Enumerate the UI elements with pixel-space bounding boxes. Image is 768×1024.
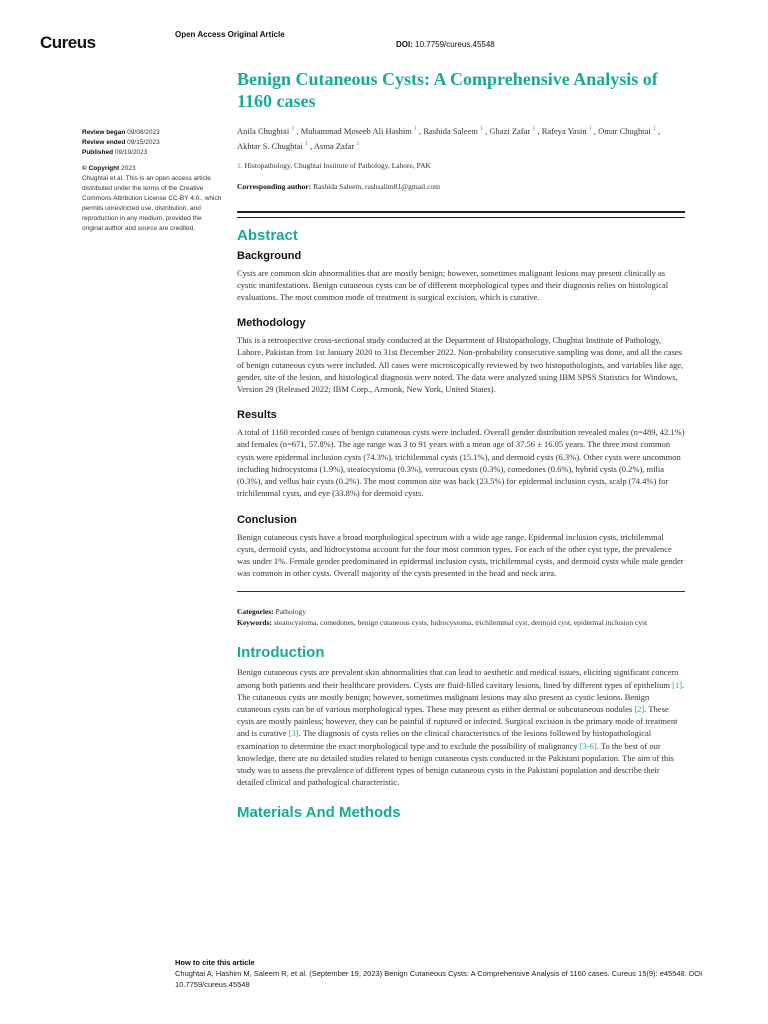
author-affiliation-ref[interactable]: 1 xyxy=(588,126,592,132)
intro-text-part: . These cysts are mostly painless; however, they can be painful if ruptured or infected. Surgical excision is the primary mode of treatment and is curative xyxy=(237,703,678,739)
copyright-label: © Copyright xyxy=(82,165,120,172)
corresponding-author xyxy=(237,182,685,191)
conclusion-heading: Conclusion xyxy=(237,513,297,526)
article-main xyxy=(237,68,685,821)
published-date: 09/19/2023 xyxy=(114,149,148,156)
conclusion-text: Benign cutaneous cysts have a broad morphological spectrum with a wide age range. Epidermal inclusion cysts, trichilemmal cysts, dermoid cysts, and hidrocystoma account for the four most common types. For each of the other cyst type, the prevalence was under 1%. Female gender predominated in epidermal inclusion cysts, trichilemmal cysts, and dermoid cysts while male gender was common in other cysts. Overall majority of the cysts presented in the head and neck area. xyxy=(237,531,684,579)
review-began xyxy=(82,128,222,138)
background-text: Cysts are common skin abnormalities that are mostly benign; however, sometimes malignant lesions may present clinically as cystic manifestations. Benign cutaneous cysts can be of different morphological types and their diagnosis relies on histological evaluations. The most common mode of treatment is surgical excision, which is curative. xyxy=(237,267,669,303)
methodology-heading: Methodology xyxy=(237,317,306,330)
categories-value[interactable]: Pathology xyxy=(275,607,306,617)
abstract-heading: Abstract xyxy=(237,226,298,244)
introduction-text xyxy=(237,666,685,788)
keywords xyxy=(237,617,685,628)
publication-sidebar xyxy=(82,128,222,234)
review-ended-label: Review ended xyxy=(82,139,126,146)
article-type-label: Open Access Original Article xyxy=(175,30,285,39)
methods-heading: Materials And Methods xyxy=(237,804,401,822)
author-list: Anila Chughtai $^1$ , Muhammad Moseeb Ali Hashim $^1$ , Rashida Saleem $^1$ , Ghazi Zafar $^1$ , Rafeya Yasin $^1$ , Omar Chughtai $^1$ , Akhtar S. Chughtai $^1$ , Asma Zafar $^1$ xyxy=(237,125,661,151)
license-text: Chughtai et al. This is an open access article distributed under the terms of the Creative Commons Attribution License CC-BY 4.0., which permits unrestricted use, distribution, and reproduction in any medium, provided the original author and source are credited. xyxy=(82,175,222,232)
author-affiliation-ref[interactable]: 1 xyxy=(652,126,656,132)
background-heading: Background xyxy=(237,249,302,262)
affiliation xyxy=(237,161,685,170)
author-name[interactable]: Muhammad Moseeb Ali Hashim xyxy=(300,125,412,136)
author-affiliation-ref[interactable]: 1 xyxy=(480,126,484,132)
copyright-year: 2023 xyxy=(121,165,136,172)
affiliation-text: Histopathology, Chughtai Institute of Pathology, Lahore, PAK xyxy=(244,160,431,170)
citation-footer xyxy=(175,957,735,990)
author-affiliation-ref[interactable]: 1 xyxy=(305,140,308,147)
author-name[interactable]: Rashida Saleem xyxy=(423,125,478,136)
results-text: A total of 1160 recorded cases of benign cutaneous cysts were included. Overall gender distribution revealed males (n=489, 42.1%) and females (n=671, 57.8%). The age range was 3 to 91 years with a mean age of 37.56 ± 16.05 years. The three most common cysts were epidermal inclusion cysts (74.3%), trichilemmal cysts (15.1%), and dermoid cysts (6.3%). Other cysts were uncommon including hidrocystoma (1.9%), steatocystoma (0.3%), verrucous cysts (0.3%), comedones (0.6%), hybrid cysts (0.2%), milia (0.3%), and vellus hair cysts (0.2%). The most common site was back (23.5%) for epidermal inclusion cysts, scalp (74.4%) for trichilemmal cysts, and eye (33.8%) for dermoid cysts. xyxy=(237,427,685,499)
copyright xyxy=(82,164,222,174)
author-name[interactable]: Asma Zafar xyxy=(313,140,355,151)
citation-link[interactable]: [3-6] xyxy=(579,740,597,751)
citation-link[interactable]: [3] xyxy=(288,728,299,739)
keywords-value: steatocystoma, comedones, benign cutaneous cysts, hidrocystoma, trichilemmal cyst, dermoid cyst, epidermal inclusion cyst xyxy=(273,618,648,628)
intro-text-part: . The cutaneous cysts are mostly benign; however, sometimes malignant lesions may also present as cystic lesions. Benign cutaneous cysts can be of various morphological types. These may present as either dermal or subcutaneous nodules xyxy=(237,679,685,714)
cite-text: Chughtai A, Hashim M, Saleem R, et al. (September 19, 2023) Benign Cutaneous Cysts: A Comprehensive Analysis of 1160 cases. Cureus 15(9): e45548. DOI 10.7759/cureus.45548 xyxy=(175,969,703,989)
author-affiliation-ref[interactable]: 1 xyxy=(532,126,536,132)
keywords-label: Keywords: xyxy=(237,618,272,628)
author-name[interactable]: Rafeya Yasin xyxy=(541,125,587,136)
author-affiliation-ref[interactable]: 1 xyxy=(414,126,418,132)
corresponding-author-value[interactable]: Rashida Saleem, rashsalim81@gmail.com xyxy=(313,181,441,191)
author-affiliation-ref[interactable]: 1 xyxy=(291,126,295,132)
citation-link[interactable]: [2] xyxy=(634,703,645,714)
intro-text-part: Benign cutaneous cysts are prevalent skin abnormalities that can lead to aesthetic and medical issues, eliciting significant concern among both patients and their healthcare providers. Cysts are fluid-filled cavitary lesions, lined by different types of epithelium xyxy=(237,667,679,690)
review-ended-date: 09/15/2023 xyxy=(127,139,160,146)
doi-label: DOI: xyxy=(396,40,413,49)
author-name[interactable]: Akhtar S. Chughtai xyxy=(237,140,303,151)
cite-heading: How to cite this article xyxy=(175,958,255,967)
section-divider xyxy=(237,211,685,218)
author-name[interactable]: Omar Chughtai xyxy=(598,125,651,136)
doi-value[interactable]: 10.7759/cureus.45548 xyxy=(415,40,495,49)
review-began-label: Review began xyxy=(82,129,126,136)
cureus-logo[interactable]: Cureus xyxy=(40,33,96,52)
doi[interactable] xyxy=(396,40,495,49)
categories-label: Categories: xyxy=(237,607,274,617)
intro-text-part: . The diagnosis of cysts relies on the clinical characteristics of the lesions followed by histopathological examination to determine the exact morphological type and to exclude the possibility of malignancy xyxy=(237,728,652,751)
article-title: Benign Cutaneous Cysts: A Comprehensive Analysis of 1160 cases xyxy=(237,69,658,111)
review-began-date: 09/08/2023 xyxy=(127,129,160,136)
categories xyxy=(237,606,685,617)
published-label: Published xyxy=(82,149,114,156)
abstract-divider xyxy=(237,591,685,592)
author-name[interactable]: Ghazi Zafar xyxy=(489,125,531,136)
introduction-heading: Introduction xyxy=(237,644,325,662)
intro-text-part: . To the best of our knowledge, there are no detailed studies related to benign cutaneous cysts conducted in the Pakistani population. The aim of this study was to assess the prevalence of different types of benign cutaneous cysts in the Pakistani population and describe their detailed clinical and pathological characteristic. xyxy=(237,740,674,788)
results-heading: Results xyxy=(237,409,277,422)
methodology-text: This is a retrospective cross-sectional study conducted at the Department of Histopathology, Chughtai Institute of Pathology, Lahore, Pakistan from 1st January 2020 to 31st December 2022. Non-probability consecutive sampling was done, and all the cases of benign cutaneous cysts were included. All cases were microscopically reviewed by two histopathologists, and variables like age, gender, site of the lesion, and histological diagnosis were noted. The data were analyzed using IBM SPSS Statistics for Windows, Version 29 (Released 2022; IBM Corp., Armonk, New York, United States). xyxy=(237,335,684,395)
author-affiliation-ref[interactable]: 1 xyxy=(356,140,360,147)
author-name[interactable]: Anila Chughtai xyxy=(237,125,290,136)
citation-link[interactable]: [1] xyxy=(672,679,683,690)
review-ended xyxy=(82,138,222,148)
corresponding-author-label: Corresponding author: xyxy=(237,181,312,191)
affiliation-number: 1. xyxy=(237,160,243,170)
published xyxy=(82,148,222,158)
